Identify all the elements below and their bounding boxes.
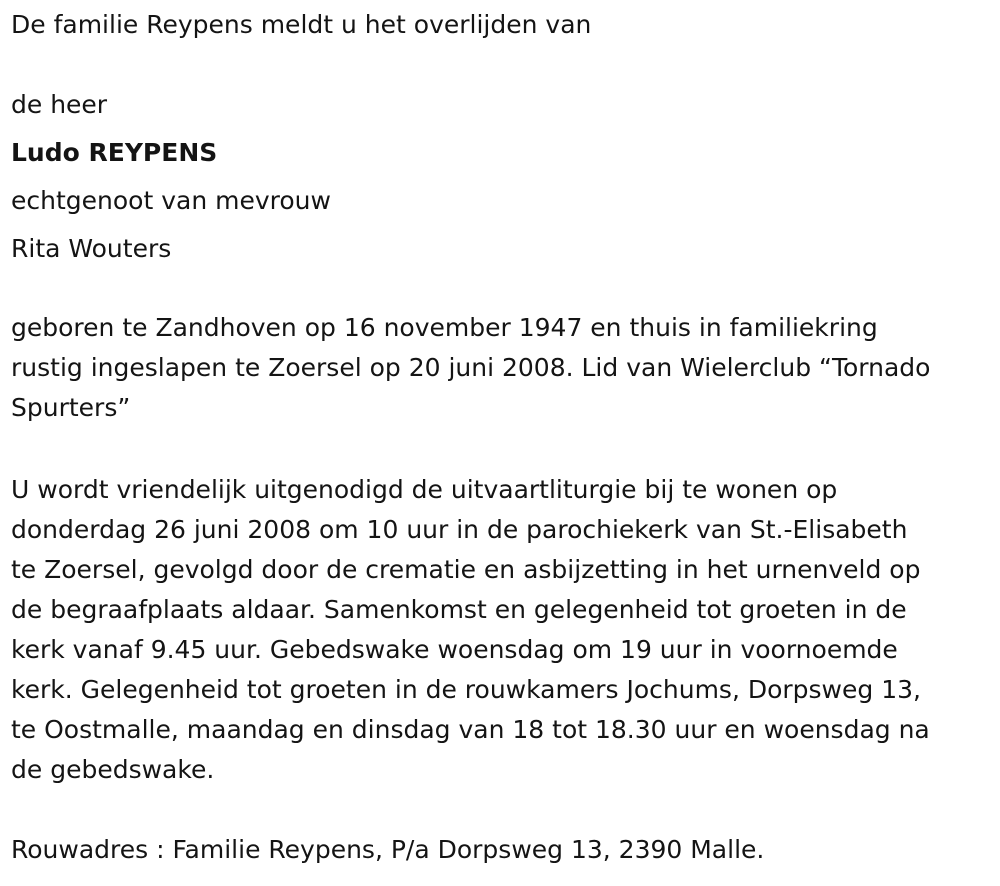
honorific: de heer	[11, 90, 108, 119]
funeral-paragraph	[11, 470, 986, 790]
paragraph-line: U wordt vriendelijk uitgenodigd de uitvaartliturgie bij te wonen op	[11, 475, 838, 504]
deceased-name: Ludo REYPENS	[11, 138, 218, 167]
spouse-name: Rita Wouters	[11, 234, 172, 263]
intro-text: De familie Reypens meldt u het overlijden van	[11, 10, 592, 39]
paragraph-line: donderdag 26 juni 2008 om 10 uur in de parochiekerk van St.-Elisabeth	[11, 515, 908, 544]
paragraph-line: kerk vanaf 9.45 uur. Gebedswake woensdag om 19 uur in voornoemde	[11, 635, 898, 664]
paragraph-line: geboren te Zandhoven op 16 november 1947 en thuis in familiekring	[11, 313, 878, 342]
paragraph-line: te Zoersel, gevolgd door de crematie en asbijzetting in het urnenveld op	[11, 555, 921, 584]
birth-death-paragraph	[11, 308, 993, 428]
mourning-address: Rouwadres : Familie Reypens, P/a Dorpsweg 13, 2390 Malle.	[11, 835, 765, 864]
paragraph-line: de begraafplaats aldaar. Samenkomst en gelegenheid tot groeten in de	[11, 595, 907, 624]
paragraph-line: te Oostmalle, maandag en dinsdag van 18 tot 18.30 uur en woensdag na	[11, 715, 930, 744]
paragraph-line: kerk. Gelegenheid tot groeten in de rouwkamers Jochums, Dorpsweg 13,	[11, 675, 921, 704]
paragraph-line: Spurters”	[11, 393, 131, 422]
paragraph-line: de gebedswake.	[11, 755, 215, 784]
paragraph-line: rustig ingeslapen te Zoersel op 20 juni 2008. Lid van Wielerclub “Tornado	[11, 353, 931, 382]
spouse-label: echtgenoot van mevrouw	[11, 186, 331, 215]
